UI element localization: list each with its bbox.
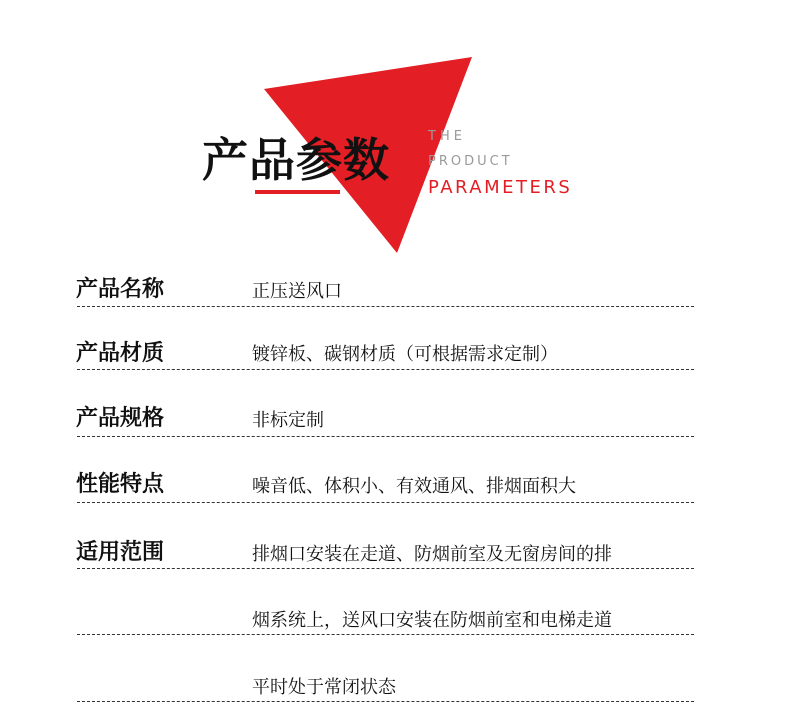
param-value-material: 镀锌板、碳钢材质（可根据需求定制） xyxy=(252,344,558,365)
param-label-name: 产品名称 xyxy=(76,277,165,302)
param-label-scope: 适用范围 xyxy=(76,540,165,565)
red-triangle-decoration xyxy=(0,0,790,260)
row-divider xyxy=(77,701,694,702)
param-value-scope-line1: 排烟口安装在走道、防烟前室及无窗房间的排 xyxy=(252,544,612,565)
param-value-scope-line3: 平时处于常闭状态 xyxy=(252,677,396,698)
param-label-features: 性能特点 xyxy=(76,472,165,497)
subtitle-the: THE xyxy=(428,129,466,144)
row-divider xyxy=(77,502,694,503)
title-underline xyxy=(255,190,340,194)
param-label-material: 产品材质 xyxy=(76,341,165,366)
subtitle-parameters: PARAMETERS xyxy=(428,177,573,198)
param-value-spec: 非标定制 xyxy=(252,410,324,431)
row-divider xyxy=(77,436,694,437)
page-title: 产品参数 xyxy=(202,133,390,187)
row-divider xyxy=(77,306,694,307)
param-label-spec: 产品规格 xyxy=(76,406,165,431)
row-divider xyxy=(77,369,694,370)
param-value-scope-line2: 烟系统上，送风口安装在防烟前室和电梯走道 xyxy=(252,610,612,631)
param-value-name: 正压送风口 xyxy=(252,281,342,302)
subtitle-product: PRODUCT xyxy=(428,154,513,169)
param-value-features: 噪音低、体积小、有效通风、排烟面积大 xyxy=(252,476,576,497)
row-divider xyxy=(77,568,694,569)
row-divider xyxy=(77,634,694,635)
